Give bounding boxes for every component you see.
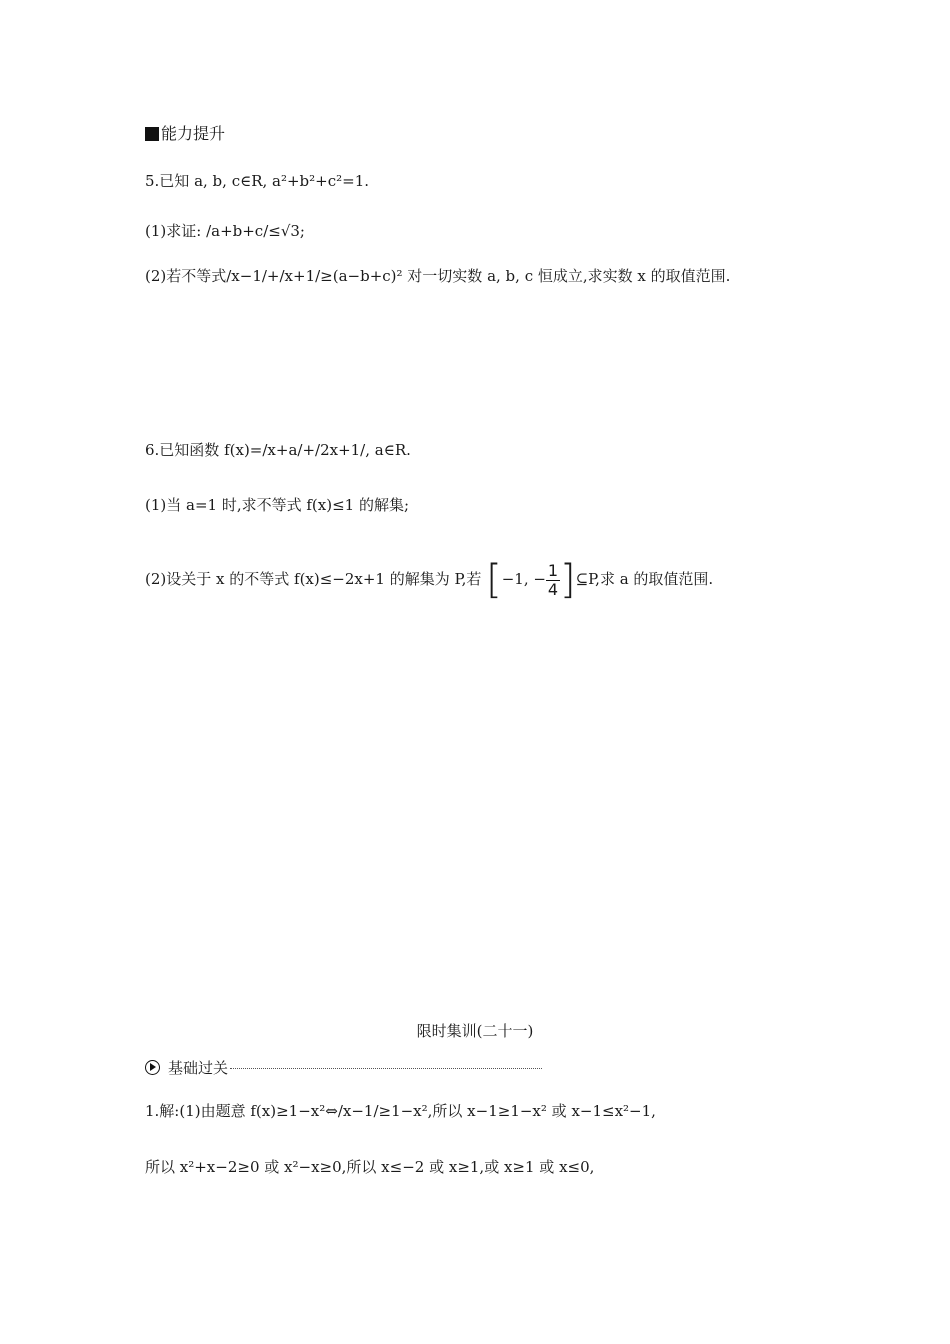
question-5-part-1: (1)求证: /a+b+c/≤√3; <box>145 222 305 240</box>
question-6-part-2 <box>145 557 714 603</box>
section-title: 能力提升 <box>161 124 226 143</box>
question-6-part-1: (1)当 a=1 时,求不等式 f(x)≤1 的解集; <box>145 496 410 514</box>
fraction-numerator: 1 <box>547 560 559 580</box>
basic-section-title: 基础过关 <box>168 1059 229 1077</box>
fraction <box>546 562 560 599</box>
answer-line-2: 所以 x²+x−2≥0 或 x²−x≥0,所以 x≤−2 或 x≥1,或 x≥1 或 x≤0, <box>145 1158 595 1176</box>
interval-left-value: −1, − <box>501 570 546 588</box>
question-6-part-2-tail: ⊆P,求 a 的取值范围. <box>575 570 714 588</box>
question-5-part-2: (2)若不等式/x−1/+/x+1/≥(a−b+c)² 对一切实数 a, b, c 恒成立,求实数 x 的取值范围. <box>145 267 731 285</box>
basic-section-heading <box>145 1058 542 1078</box>
dotted-leader <box>230 1068 542 1069</box>
section-heading <box>145 124 225 144</box>
question-6-part-2-text: (2)设关于 x 的不等式 f(x)≤−2x+1 的解集为 P,若 <box>145 570 482 588</box>
answer-line-1: 1.解:(1)由题意 f(x)≥1−x²⇔/x−1/≥1−x²,所以 x−1≥1−x² 或 x−1≤x²−1, <box>145 1102 656 1120</box>
fraction-denominator: 4 <box>547 579 559 599</box>
left-bracket-icon: [ <box>486 557 502 603</box>
answers-title: 限时集训(二十一) <box>416 1022 534 1040</box>
question-5-stem: 5.已知 a, b, c∈R, a²+b²+c²=1. <box>145 172 370 190</box>
right-bracket-icon: ] <box>559 557 576 603</box>
play-circle-icon <box>145 1060 160 1075</box>
question-6-stem: 6.已知函数 f(x)=/x+a/+/2x+1/, a∈R. <box>145 441 411 459</box>
square-bullet-icon <box>145 127 159 141</box>
